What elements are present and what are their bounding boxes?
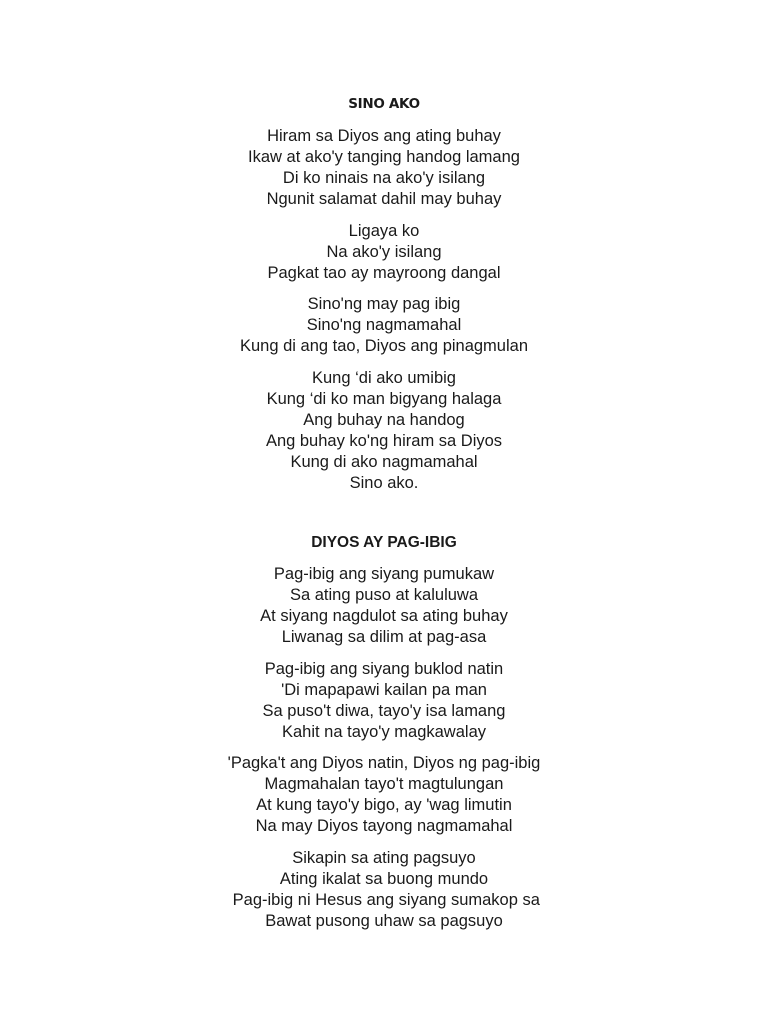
lyric-line: 'Pagka't ang Diyos natin, Diyos ng pag-ibig [227,754,541,772]
stanza [0,659,768,743]
lyric-line: Ngunit salamat dahil may buhay [266,190,502,208]
lyric-line: Sino ako. [349,473,419,492]
lyric-line: Kung ‘di ako umibig [311,368,456,387]
stanza [0,221,768,284]
song-sino-ako [0,94,768,504]
stanza [0,126,768,210]
lyric-line: Sino'ng nagmamahal [306,316,462,334]
lyric-line: Ikaw at ako'y tanging handog lamang [248,148,520,166]
lyric-line: Ang buhay na handog [303,410,465,429]
lyric-line: Kung ‘di ko man bigyang halaga [266,389,502,408]
lyric-line: Liwanag sa dilim at pag-asa [281,628,487,646]
lyric-line: Ang buhay ko'ng hiram sa Diyos [265,431,503,450]
song-title: SINO AKO [348,96,420,112]
lyric-line: Sino'ng may pag ibig [307,295,461,313]
lyric-line: At kung tayo'y bigo, ay 'wag limutin [256,796,512,814]
lyric-line: Ating ikalat sa buong mundo [279,869,489,888]
lyric-line: Sa puso't diwa, tayo'y isa lamang [262,701,506,720]
stanza [0,848,768,932]
lyric-line: Na may Diyos tayong nagmamahal [255,817,513,835]
lyric-line: Pag-ibig ni Hesus ang siyang sumakop sa [228,890,540,909]
lyric-line: Kung di ako nagmamahal [290,452,478,471]
lyric-line: Pagkat tao ay mayroong dangal [267,263,501,282]
stanza [0,564,768,648]
stanza [0,294,768,357]
stanza [0,368,768,494]
lyric-line: Kahit na tayo'y magkawalay [281,722,486,741]
lyric-line: 'Di mapapawi kailan pa man [281,680,487,699]
lyric-line: Di ko ninais na ako'y isilang [282,169,486,187]
lyric-line: Na ako'y isilang [326,242,442,261]
lyric-line: At siyang nagdulot sa ating buhay [260,607,508,625]
lyric-line: Pag-ibig ang siyang pumukaw [273,565,495,583]
lyric-line: Sikapin sa ating pagsuyo [292,848,476,867]
lyric-line: Kung di ang tao, Diyos ang pinagmulan [239,337,529,355]
song-title: DIYOS AY PAG-IBIG [311,534,457,551]
lyric-line: Pag-ibig ang siyang buklod natin [264,659,504,678]
lyric-line: Hiram sa Diyos ang ating buhay [267,127,501,145]
lyric-line: Ligaya ko [348,221,420,240]
stanza [0,753,768,837]
lyric-line: Magmahalan tayo't magtulungan [264,775,504,793]
song-diyos-ay-pag-ibig [0,533,768,942]
lyric-line: Sa ating puso at kaluluwa [289,586,479,604]
lyric-line: Bawat pusong uhaw sa pagsuyo [265,911,503,930]
